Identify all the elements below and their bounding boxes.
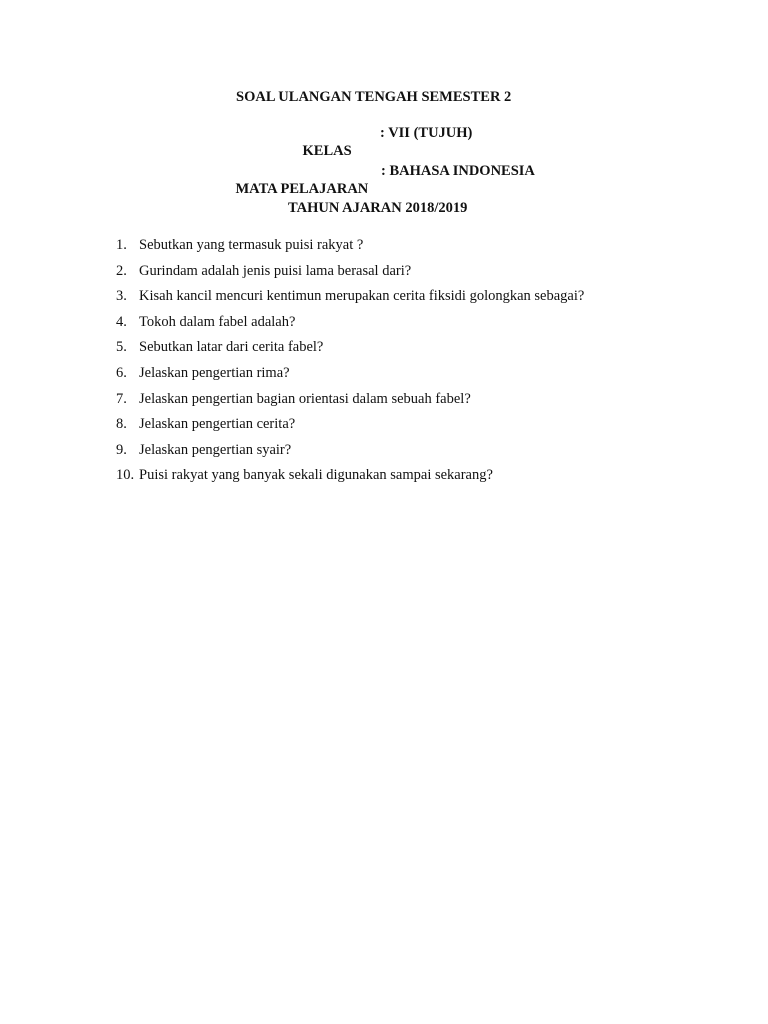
- question-number: 3.: [116, 288, 127, 305]
- question-number: 5.: [116, 339, 127, 356]
- question-number: 2.: [116, 262, 127, 279]
- subject-label: MATA PELAJARAN: [235, 181, 369, 197]
- question-number: 8.: [116, 416, 127, 433]
- question-text: Jelaskan pengertian syair?: [139, 441, 292, 458]
- subject-value: : BAHASA INDONESIA: [381, 163, 535, 179]
- question-number: 7.: [116, 390, 127, 407]
- question-text: Kisah kancil mencuri kentimun merupakan cerita fiksidi golongkan sebagai?: [139, 288, 585, 305]
- question-number: 1.: [116, 237, 127, 253]
- question-text: Sebutkan latar dari cerita fabel?: [139, 339, 324, 356]
- question-number: 6.: [116, 364, 127, 381]
- question-text: Jelaskan pengertian cerita?: [139, 416, 296, 433]
- question-number: 10.: [116, 467, 135, 484]
- exam-title: SOAL ULANGAN TENGAH SEMESTER 2: [236, 89, 512, 105]
- question-text: Jelaskan pengertian bagian orientasi dalam sebuah fabel?: [139, 390, 471, 407]
- question-text: Puisi rakyat yang banyak sekali digunakan sampai sekarang?: [139, 467, 493, 484]
- question-text: Jelaskan pengertian rima?: [139, 364, 290, 381]
- academic-year: TAHUN AJARAN 2018/2019: [288, 200, 468, 216]
- question-text: Sebutkan yang termasuk puisi rakyat ?: [139, 237, 364, 253]
- question-text: Gurindam adalah jenis puisi lama berasal dari?: [139, 262, 412, 279]
- class-value: : VII (TUJUH): [380, 125, 473, 141]
- question-text: Tokoh dalam fabel adalah?: [139, 313, 296, 330]
- question-number: 9.: [116, 441, 127, 458]
- class-label: KELAS: [302, 143, 352, 159]
- question-number: 4.: [116, 313, 127, 330]
